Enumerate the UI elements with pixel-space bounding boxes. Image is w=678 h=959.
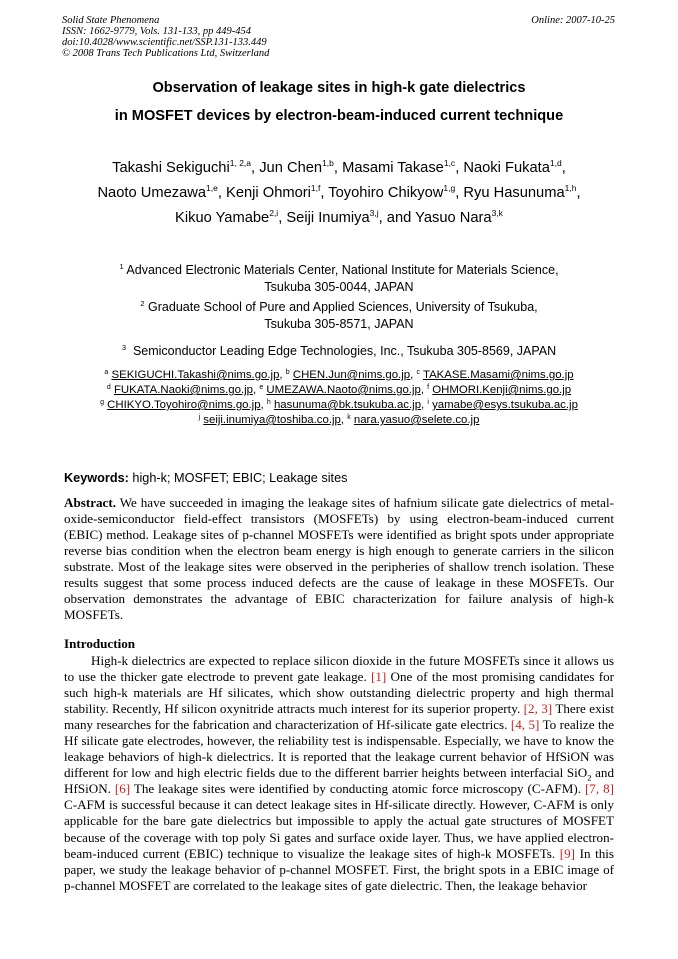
author: Yasuo Nara$^{3,k}$: [415, 208, 503, 226]
email-list: $^a$ SEKIGUCHI.Takashi@nims.go.jp, $^b$ CHEN.Jun@nims.go.jp, $^c$ TAKASE.Masami@nims.go.jp $^d$ FUKATA.Naoki@nims.go.jp, $^e$ UMEZAWA.Naoto@nims.go.jp, $^f$ OHMORI.Kenji@nims.go.jp $^g$ CHIKYO.Toyohiro@nims.go.jp, $^h$ hasunuma@bk.tsukuba.ac.jp, $^i$ yamabe@esys.tsukuba.ac.jp $^j$ seiji.inumiya@toshiba.co.jp, $^k$ nara.yasuo@selete.co.jp: [100, 369, 578, 426]
abstract-text: We have succeeded in imaging the leakage sites of hafnium silicate gate dielectrics of metal-oxide-semiconductor field-effect transistors (MOSFETs) by using electron-beam-induced current (EBIC) method. Leakage sites of p-channel MOSFETs were identified as bright spots under appropriate reverse bias condition when the electron beam energy is high enough to generate carriers in the silicon substrate. Most of the leakage sites were observed in the peripheries of shallow trench isolation. These results suggest that some process induced defects are the cause of leakage in these MOSFETs. Our observation demonstrates the advantage of EBIC characterization for failure analysis of high-k MOSFETs.: [64, 495, 614, 622]
paper-title-line-2: in MOSFET devices by electron-beam-induced current technique: [114, 108, 564, 124]
citation-link[interactable]: [2, 3]: [523, 701, 553, 717]
email-link[interactable]: UMEZAWA.Naoto@nims.go.jp: [266, 384, 421, 396]
paper-title-line-1: Observation of leakage sites in high-k gate dielectrics: [152, 80, 526, 96]
keywords-text: high-k; MOSFET; EBIC; Leakage sites: [132, 471, 348, 485]
keywords: [64, 471, 347, 485]
journal-copyright: © 2008 Trans Tech Publications Ltd, Switzerland: [62, 48, 270, 59]
author: Kikuo Yamabe$^{2,i}$,: [175, 208, 287, 226]
author: Naoto Umezawa$^{1,e}$,: [97, 183, 227, 201]
author: Naoki Fukata$^{1,d}$: [463, 158, 562, 176]
email-link[interactable]: nara.yasuo@selete.co.jp: [353, 414, 480, 426]
email-link[interactable]: seiji.inumiya@toshiba.co.jp: [203, 414, 341, 426]
journal-doi: doi:10.4028/www.scientific.net/SSP.131-133.449: [62, 37, 267, 48]
email-link[interactable]: SEKIGUCHI.Takashi@nims.go.jp: [111, 369, 280, 381]
affiliation-2: $^2$ Graduate School of Pure and Applied Sciences, University of Tsukuba, Tsukuba 305-8571, JAPAN: [140, 299, 538, 331]
online-date: Online: 2007-10-25: [531, 15, 615, 26]
email-link[interactable]: FUKATA.Naoki@nims.go.jp: [113, 384, 253, 396]
journal-issn: ISSN: 1662-9779, Vols. 131-133, pp 449-454: [62, 26, 251, 37]
citation-link[interactable]: [6]: [114, 781, 131, 797]
abstract: [64, 495, 614, 623]
email-link[interactable]: OHMORI.Kenji@nims.go.jp: [432, 384, 572, 396]
author: Ryu Hasunuma$^{1,h}$: [463, 183, 577, 201]
email-link[interactable]: yamabe@esys.tsukuba.ac.jp: [432, 399, 578, 411]
introduction-paragraph: High-k dielectrics are expected to replace silicon dioxide in the future MOSFETs since it allows us to use the thicker gate electrode to prevent gate leakage. [1] One of the most promising candidates for such high-k materials are Hf silicates, which show outstanding dielectric property and high thermal stability. Recently, Hf silicon oxynitride attracts much interest for its superior property. [2, 3] There exist many researches for the fabrication and characterization of Hf-silicate gate electrics. [4, 5] To realize the Hf silicate gate electrodes, however, the reliability test is indispensable. Especially, we have to know the leakage behaviors of high-k dielectrics. It is reported that the leakage current behavior of HfSiON was different for low and high electric fields due to the different barrier heights between interfacial SiO$_2$ and HfSiON. [6] The leakage sites were identified by conducting atomic force microscopy (C-AFM). [7, 8] C-AFM is successful because it can detect leakage sites in Hf-silicate directly. However, C-AFM is only applicable for the bare gate dielectrics but impossible to apply the actual gate structures of MOSFET because of the coverage with top poly Si gates and surface oxide layer. Thus, we have applied electron-beam-induced current (EBIC) technique to visualize the leakage sites of high-k MOSFETs. [9] In this paper, we study the leakage behavior of p-channel MOSFET. First, the bright spots in a EBIC image of p-channel MOSFET are correlated to the leakage sites of gate dielectric. Then, the leakage behavior: [64, 653, 615, 893]
author: Masami Takase$^{1,c}$,: [342, 158, 464, 176]
journal-name: Solid State Phenomena: [62, 15, 160, 26]
author-list: Takashi Sekiguchi$^{1, 2,a}$, Jun Chen$^{1,b}$, Masami Takase$^{1,c}$, Naoki Fukata$^{1,d}$, Naoto Umezawa$^{1,e}$, Kenji Ohmori$^{1,f}$, Toyohiro Chikyow$^{1,g}$, Ryu Hasunuma$^{1,h}$, Kikuo Yamabe$^{2,i}$, Seiji Inumiya$^{3,j}$, and Yasuo Nara$^{3,k}$: [97, 158, 581, 226]
email-link[interactable]: hasunuma@bk.tsukuba.ac.jp: [273, 399, 422, 411]
citation-link[interactable]: [9]: [559, 845, 576, 861]
citation-link[interactable]: [7, 8]: [584, 781, 614, 797]
citation-link[interactable]: [1]: [371, 669, 387, 685]
email-link[interactable]: CHEN.Jun@nims.go.jp: [292, 369, 411, 381]
author: Jun Chen$^{1,b}$,: [259, 158, 343, 176]
citation-link[interactable]: [4, 5]: [510, 717, 540, 733]
keywords-label: Keywords:: [64, 471, 129, 485]
affiliation-3: $^3$ Semiconductor Leading Edge Technologies, Inc., Tsukuba 305-8569, JAPAN: [121, 343, 557, 358]
affiliation-1: $^1$ Advanced Electronic Materials Center, National Institute for Materials Science, Tsukuba 305-0044, JAPAN: [119, 262, 559, 294]
abstract-label: Abstract.: [64, 495, 116, 510]
author: Kenji Ohmori$^{1,f}$,: [226, 183, 329, 201]
journal-header: [62, 15, 269, 59]
author: Toyohiro Chikyow$^{1,g}$,: [328, 183, 464, 201]
author: Seiji Inumiya$^{3,j}$, and: [286, 208, 416, 226]
email-link[interactable]: CHIKYO.Toyohiro@nims.go.jp: [107, 399, 261, 411]
introduction-heading: Introduction: [64, 636, 136, 651]
email-link[interactable]: TAKASE.Masami@nims.go.jp: [422, 369, 574, 381]
author: Takashi Sekiguchi$^{1, 2,a}$,: [112, 158, 260, 176]
